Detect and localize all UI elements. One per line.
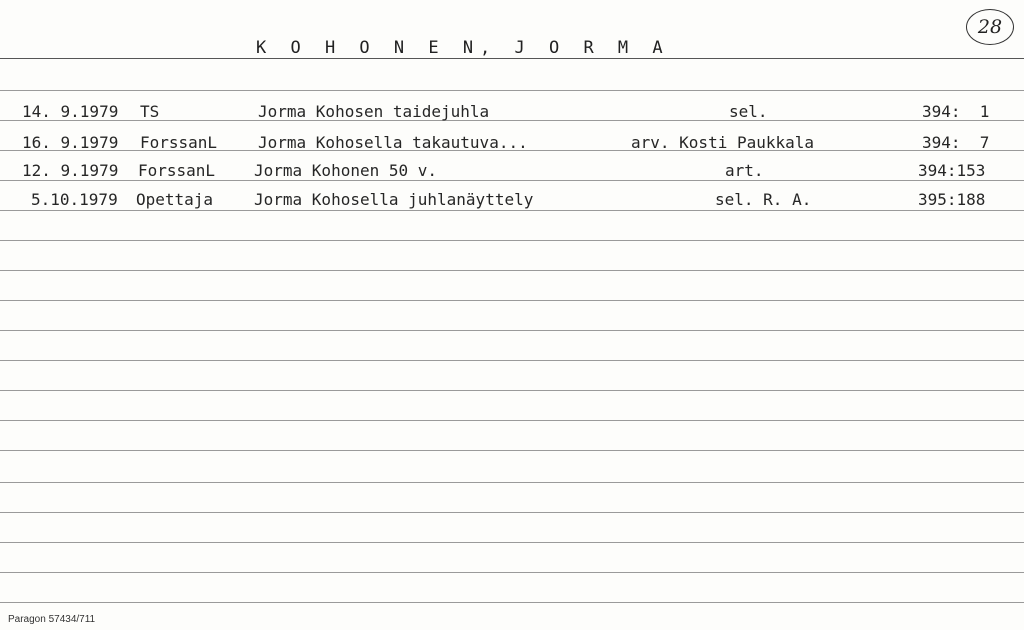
ruled-line — [0, 300, 1024, 301]
ruled-line — [0, 602, 1024, 603]
entry-date: 14. 9.1979 — [22, 102, 119, 121]
ruled-line — [0, 542, 1024, 543]
entry-source: ForssanL — [140, 133, 218, 152]
ruled-line — [0, 270, 1024, 271]
entry-title: Jorma Kohosen taidejuhla — [258, 102, 490, 121]
entry-title: Jorma Kohosella takautuva... — [258, 133, 528, 152]
entry-title: Jorma Kohonen 50 v. — [254, 161, 438, 180]
entry-source: ForssanL — [138, 161, 216, 180]
entry-source: Opettaja — [136, 190, 214, 209]
ruled-line — [0, 90, 1024, 91]
entry-date: 16. 9.1979 — [22, 133, 119, 152]
ruled-line — [0, 420, 1024, 421]
entry-note: art. — [725, 161, 764, 180]
ruled-line — [0, 180, 1024, 181]
ruled-line — [0, 482, 1024, 483]
ruled-line — [0, 390, 1024, 391]
ruled-line — [0, 512, 1024, 513]
ruled-line — [0, 240, 1024, 241]
entry-note: sel. — [729, 102, 768, 121]
entry-note: sel. R. A. — [715, 190, 812, 209]
entry-date: 12. 9.1979 — [22, 161, 119, 180]
ruled-line — [0, 572, 1024, 573]
card-footer: Paragon 57434/711 — [8, 614, 96, 625]
heading-rule — [0, 58, 1024, 59]
entry-title: Jorma Kohosella juhlanäyttely — [254, 190, 534, 209]
entry-source: TS — [140, 102, 160, 121]
card-number-stamp: 28 — [966, 9, 1014, 45]
ruled-line — [0, 330, 1024, 331]
entry-date: 5.10.1979 — [31, 190, 118, 209]
ruled-line — [0, 210, 1024, 211]
entry-ref: 395:188 — [918, 190, 986, 209]
entry-ref: 394:153 — [918, 161, 986, 180]
ruled-line — [0, 450, 1024, 451]
card-heading: K O H O N E N, J O R M A — [256, 38, 670, 58]
entry-note: arv. Kosti Paukkala — [631, 133, 815, 152]
entry-ref: 394: 7 — [922, 133, 990, 152]
ruled-line — [0, 360, 1024, 361]
entry-ref: 394: 1 — [922, 102, 990, 121]
